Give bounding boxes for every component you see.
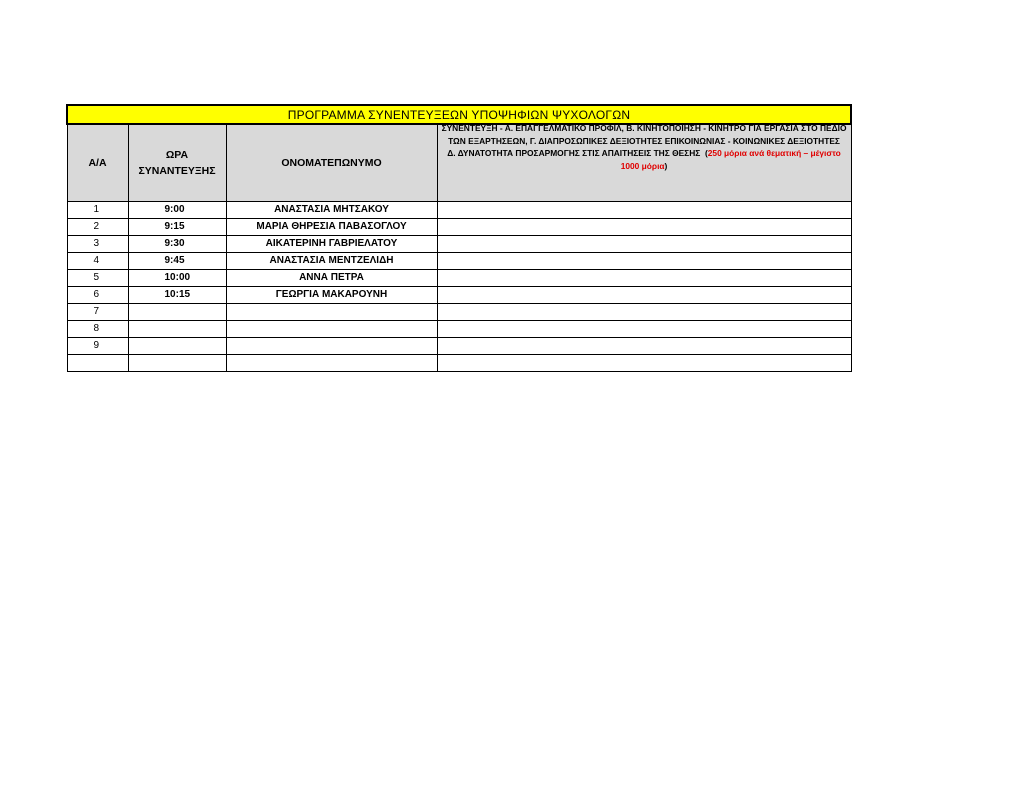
cell-score[interactable] xyxy=(437,270,851,287)
cell-score[interactable] xyxy=(437,321,851,338)
cell-name[interactable]: ΑΝΑΣΤΑΣΙΑ ΜΕΝΤΖΕΛΙΔΗ xyxy=(226,253,437,270)
header-time-line2: ΣΥΝΑΝΤΕΥΞΗΣ xyxy=(138,165,216,177)
cell-time[interactable]: 9:45 xyxy=(128,253,226,270)
cell-aa[interactable]: 2 xyxy=(67,219,128,236)
table-body xyxy=(67,202,851,372)
table-row xyxy=(67,253,851,270)
header-row xyxy=(67,124,851,202)
cell-aa[interactable]: 8 xyxy=(67,321,128,338)
cell-aa[interactable]: 9 xyxy=(67,338,128,355)
table-row xyxy=(67,287,851,304)
table-row xyxy=(67,304,851,321)
header-time-line1: ΩΡΑ xyxy=(165,149,189,161)
table-row xyxy=(67,270,851,287)
cell-time[interactable]: 9:30 xyxy=(128,236,226,253)
interview-schedule-table xyxy=(66,104,852,372)
cell-aa[interactable]: 3 xyxy=(67,236,128,253)
cell-aa[interactable]: 4 xyxy=(67,253,128,270)
cell-score[interactable] xyxy=(437,338,851,355)
title-row xyxy=(67,105,851,124)
cell-name[interactable]: ΑΝΝΑ ΠΕΤΡΑ xyxy=(226,270,437,287)
interview-schedule-sheet xyxy=(66,104,850,372)
table-row xyxy=(67,219,851,236)
table-row xyxy=(67,338,851,355)
cell-score[interactable] xyxy=(437,253,851,270)
header-criteria-open: ( xyxy=(704,148,708,158)
table-row xyxy=(67,202,851,219)
cell-score[interactable] xyxy=(437,236,851,253)
cell-name[interactable]: ΓΕΩΡΓΙΑ ΜΑΚΑΡΟΥΝΗ xyxy=(226,287,437,304)
cell-time[interactable]: 9:15 xyxy=(128,219,226,236)
cell-name[interactable]: ΑΙΚΑΤΕΡΙΝΗ ΓΑΒΡΙΕΛΑΤΟΥ xyxy=(226,236,437,253)
cell-aa[interactable] xyxy=(67,355,128,372)
table-row xyxy=(67,321,851,338)
header-criteria-points: 250 μόρια ανά θεματική – μέγιστο 1000 μόρια xyxy=(620,148,841,171)
cell-time[interactable] xyxy=(128,321,226,338)
header-criteria-main: ΣΥΝΕΝΤΕΥΞΗ - Α. ΕΠΑΓΓΕΛΜΑΤΙΚΟ ΠΡΟΦΙΛ, Β. ΚΙΝΗΤΟΠΟΙΗΣΗ - ΚΙΝΗΤΡΟ ΓΙΑ ΕΡΓΑΣΙΑ ΣΤΟ ΠΕΔΙΟ ΤΩΝ ΕΞΑΡΤΗΣΕΩΝ, Γ. ΔΙΑΠΡΟΣΩΠΙΚΕΣ ΔΕΞΙΟΤΗΤΕΣ ΕΠΙΚΟΙΝΩΝΙΑΣ - ΚΟΙΝΩΝΙΚΕΣ ΔΕΞΙΟΤΗΤΕΣ xyxy=(441,124,847,146)
cell-aa[interactable]: 7 xyxy=(67,304,128,321)
cell-name[interactable]: ΑΝΑΣΤΑΣΙΑ ΜΗΤΣΑΚΟΥ xyxy=(226,202,437,219)
cell-score[interactable] xyxy=(437,355,851,372)
header-name: ΟΝΟΜΑΤΕΠΩΝΥΜΟ xyxy=(226,124,437,202)
table-row xyxy=(67,236,851,253)
cell-score[interactable] xyxy=(437,202,851,219)
header-time xyxy=(128,124,226,202)
header-criteria-d-line xyxy=(438,147,851,172)
cell-name[interactable] xyxy=(226,338,437,355)
cell-name[interactable] xyxy=(226,321,437,338)
header-criteria xyxy=(437,124,851,202)
cell-time[interactable]: 10:15 xyxy=(128,287,226,304)
table-row xyxy=(67,355,851,372)
cell-score[interactable] xyxy=(437,287,851,304)
cell-aa[interactable]: 5 xyxy=(67,270,128,287)
cell-time[interactable]: 10:00 xyxy=(128,270,226,287)
header-criteria-close: ) xyxy=(664,160,668,171)
cell-aa[interactable]: 1 xyxy=(67,202,128,219)
cell-time[interactable] xyxy=(128,355,226,372)
header-criteria-d: Δ. ΔΥΝΑΤΟΤΗΤΑ ΠΡΟΣΑΡΜΟΓΗΣ ΣΤΙΣ ΑΠΑΙΤΗΣΕΙΣ ΤΗΣ ΘΕΣΗΣ xyxy=(447,148,701,158)
cell-name[interactable] xyxy=(226,304,437,321)
cell-aa[interactable]: 6 xyxy=(67,287,128,304)
cell-score[interactable] xyxy=(437,304,851,321)
cell-time[interactable]: 9:00 xyxy=(128,202,226,219)
cell-name[interactable]: ΜΑΡΙΑ ΘΗΡΕΣΙΑ ΠΑΒΑΣΟΓΛΟΥ xyxy=(226,219,437,236)
cell-name[interactable] xyxy=(226,355,437,372)
sheet-title: ΠΡΟΓΡΑΜΜΑ ΣΥΝΕΝΤΕΥΞΕΩΝ ΥΠΟΨΗΦΙΩΝ ΨΥΧΟΛΟΓΩΝ xyxy=(67,105,851,124)
cell-time[interactable] xyxy=(128,304,226,321)
cell-time[interactable] xyxy=(128,338,226,355)
header-aa: Α/Α xyxy=(67,124,128,202)
cell-score[interactable] xyxy=(437,219,851,236)
